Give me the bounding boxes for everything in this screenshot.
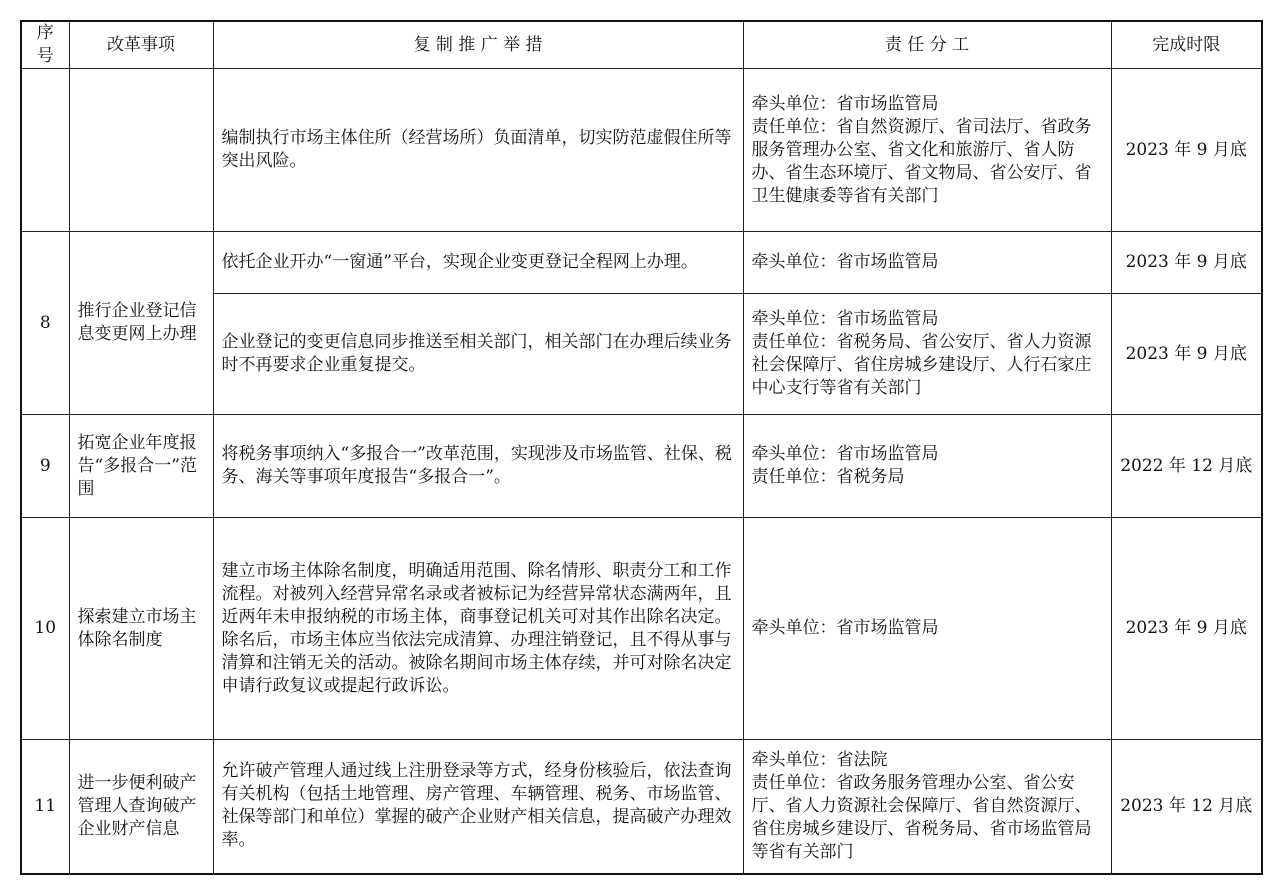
reform-item: 进一步便利破产管理人查询破产企业财产信息 xyxy=(69,740,213,874)
responsibility-cell xyxy=(743,294,1111,415)
header-responsibility: 责 任 分 工 xyxy=(743,21,1111,69)
row-index: 8 xyxy=(21,232,69,415)
row-index: 10 xyxy=(21,518,69,740)
responsibility-cell xyxy=(743,740,1111,874)
reform-item: 推行企业登记信息变更网上办理 xyxy=(69,232,213,415)
row-index: 11 xyxy=(21,740,69,874)
table-row xyxy=(21,69,1262,232)
deadline: 2023 年 9 月底 xyxy=(1111,69,1262,232)
deadline: 2023 年 9 月底 xyxy=(1111,518,1262,740)
responsibility-cell xyxy=(743,415,1111,518)
row-index: 9 xyxy=(21,415,69,518)
lead-unit: 牵头单位：省法院 xyxy=(751,749,888,770)
header-item: 改革事项 xyxy=(69,21,213,69)
header-deadline: 完成时限 xyxy=(1111,21,1262,69)
table-row xyxy=(21,232,1262,294)
responsible-units: 责任单位：省自然资源厅、省司法厅、省政务服务管理办公室、省文化和旅游厅、省人防办、省生态环境厅、省文物局、省公安厅、省卫生健康委等省有关部门 xyxy=(751,116,1092,206)
deadline: 2023 年 9 月底 xyxy=(1111,232,1262,294)
reform-item xyxy=(69,69,213,232)
deadline: 2023 年 12 月底 xyxy=(1111,740,1262,874)
lead-unit: 牵头单位：省市场监管局 xyxy=(751,444,939,464)
reform-measures-table xyxy=(20,20,1263,875)
header-measures: 复 制 推 广 举 措 xyxy=(213,21,743,69)
measure-text: 编制执行市场主体住所（经营场所）负面清单，切实防范虚假住所等突出风险。 xyxy=(213,69,743,232)
table-row xyxy=(21,740,1262,874)
row-index xyxy=(21,69,69,232)
reform-item: 拓宽企业年度报告“多报合一”范围 xyxy=(69,415,213,518)
measure-text: 建立市场主体除名制度，明确适用范围、除名情形、职责分工和工作流程。对被列入经营异常名录或者被标记为经营异常状态满两年，且近两年未申报纳税的市场主体，商事登记机关可对其作出除名决定。除名后，市场主体应当依法完成清算、办理注销登记，且不得从事与清算和注销无关的活动。被除名期间市场主体存续，并可对除名决定申请行政复议或提起行政诉讼。 xyxy=(213,518,743,740)
header-index: 序号 xyxy=(21,21,69,69)
deadline: 2022 年 12 月底 xyxy=(1111,415,1262,518)
responsible-units: 责任单位：省税务局、省公安厅、省人力资源社会保障厅、省住房城乡建设厅、人行石家庄中心支行等省有关部门 xyxy=(751,332,1092,398)
table-header-row xyxy=(21,21,1262,69)
measure-text: 企业登记的变更信息同步推送至相关部门，相关部门在办理后续业务时不再要求企业重复提交。 xyxy=(213,294,743,415)
lead-unit: 牵头单位：省市场监管局 xyxy=(751,618,939,638)
measure-text: 允许破产管理人通过线上注册登录等方式，经身份核验后，依法查询有关机构（包括土地管理、房产管理、车辆管理、税务、市场监管、社保等部门和单位）掌握的破产企业财产相关信息，提高破产办理效率。 xyxy=(213,740,743,874)
lead-unit: 牵头单位：省市场监管局 xyxy=(751,252,939,272)
responsible-units: 责任单位：省政务服务管理办公室、省公安厅、省人力资源社会保障厅、省自然资源厅、省住房城乡建设厅、省税务局、省市场监管局等省有关部门 xyxy=(751,772,1092,862)
measure-text: 将税务事项纳入“多报合一”改革范围，实现涉及市场监管、社保、税务、海关等事项年度报告“多报合一”。 xyxy=(213,415,743,518)
lead-unit: 牵头单位：省市场监管局 xyxy=(751,93,939,114)
document-page xyxy=(20,20,1261,867)
responsibility-cell xyxy=(743,518,1111,740)
lead-unit: 牵头单位：省市场监管局 xyxy=(751,309,939,329)
responsible-units: 责任单位：省税务局 xyxy=(751,467,905,487)
deadline: 2023 年 9 月底 xyxy=(1111,294,1262,415)
measure-text: 依托企业开办“一窗通”平台，实现企业变更登记全程网上办理。 xyxy=(213,232,743,294)
responsibility-cell xyxy=(743,69,1111,232)
table-row xyxy=(21,518,1262,740)
responsibility-cell xyxy=(743,232,1111,294)
table-row xyxy=(21,415,1262,518)
reform-item: 探索建立市场主体除名制度 xyxy=(69,518,213,740)
